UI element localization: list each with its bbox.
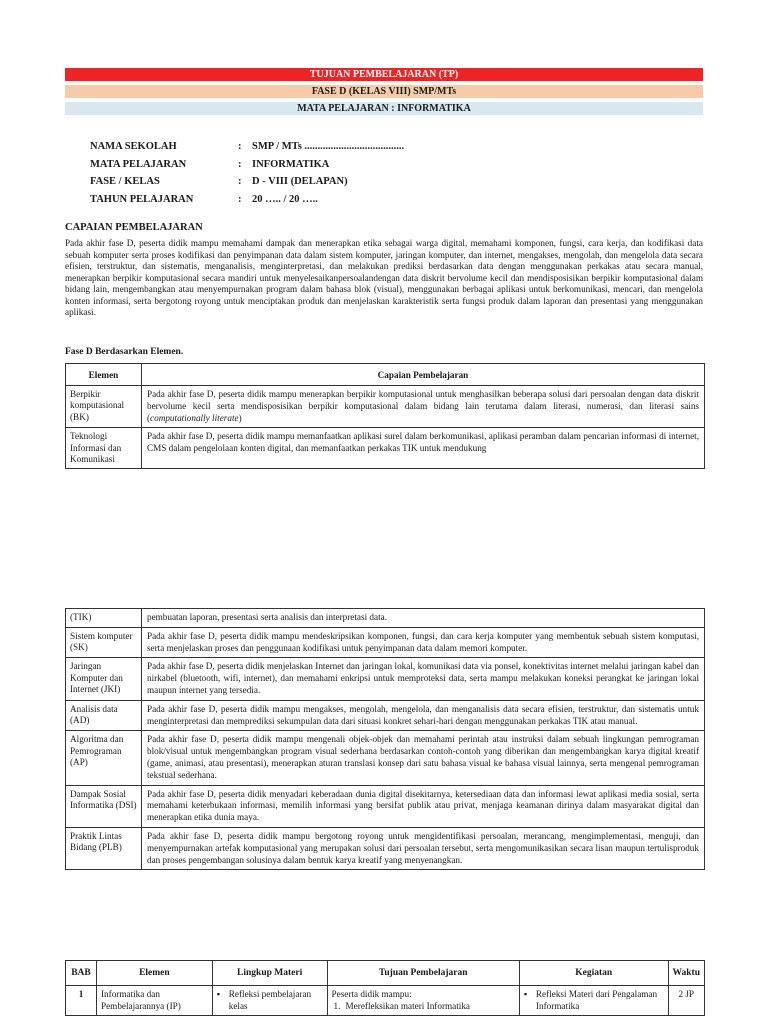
capaian-cell: Pada akhir fase D, peserta didik mampu mengakses, mengolah, mengelola, dan menganalisis data secara efisien, terstruktur, dan sistematis untuk menginterpretasi dan memprediksi sekumpulan data dari situasi konkret sehari-hari dengan menggunakan perkakas TIK atau manual. [141,700,704,731]
elemen-cell: Teknologi Informasi dan Komunikasi [66,428,142,469]
capaian-cell: Pada akhir fase D, peserta didik menjelaskan Internet dan jaringan lokal, komunikasi data via ponsel, konektivitas internet melalui jaringan kabel dan nirkabel (bluetooth, wifi, internet), dan memahami enkripsi untuk memproteksi data, serta mampu melakukan koneksi perangkat ke jaringan lokal maupun internet yang tersedia. [141,658,704,700]
bab-cell: 1 [66,986,97,1016]
table-header-row [66,961,705,986]
table-row [66,827,705,869]
list-item [524,989,664,1012]
capaian-cell: Pada akhir fase D, peserta didik menyadari keberadaan dunia digital disekitarnya, ketersediaan data dan informasi lewat aplikasi media sosial, serta memahami keterbukaan informasi, memilih informasi yang bersifat publik atau privat, menjaga keamanan dirinya dalam masyarakat digital dan menerapkan etika dunia maya. [141,785,704,827]
identity-label: NAMA SEKOLAH [90,141,177,152]
list-item [332,1001,515,1013]
column-header-capaian: Capaian Pembelajaran [141,364,704,386]
identity-label: FASE / KELAS [90,176,160,187]
bullet-icon: ▪ [523,989,528,999]
identity-value: SMP / MTs ...................................... [252,141,405,152]
kegiatan-cell [519,986,668,1016]
capaian-text: Pada akhir fase D, peserta didik mampu menerapkan berpikir komputasional untuk menghasilkan beberapa solusi dari persoalan dengan data diskrit bervolume kecil serta mendisposisikan berpikir komputasional dalam bidang lain terutama dalam literasi, numerasi, dan literasi sains ( [146,389,699,423]
identity-row-subject [90,156,492,174]
table-row [66,609,705,628]
table-row [66,627,705,658]
capaian-cell: Pada akhir fase D, peserta didik mampu mendeskripsikan komponen, fungsi, dan cara kerja komputer yang membentuk sebuah sistem komputasi, serta menjelaskan proses dan penggunaan kodifikasi untuk penyimpanan data dalam memori komputer. [141,627,704,658]
capaian-cell: pembuatan laporan, presentasi serta analisis dan interpretasi data. [141,609,704,628]
identity-colon: : [238,141,242,152]
tujuan-item-text: Merefleksikan materi Informatika [345,1000,471,1011]
subject-band: MATA PELAJARAN : INFORMATIKA [65,102,703,115]
elemen-cell: Analisis data (AD) [66,700,142,731]
identity-label: TAHUN PELAJARAN [90,193,194,205]
elemen-cell: Dampak Sosial Informatika (DSI) [66,785,142,827]
capaian-cell: Pada akhir fase D, peserta didik mampu memanfaatkan aplikasi surel dalam berkomunikasi, aplikasi peramban dalam pencarian informasi di internet, CMS dalam pengelolaan konten digital, dan memanfaatkan perkakas TIK untuk mendukung [141,428,704,469]
elemen-cell: Berpikir komputasional (BK) [66,386,142,428]
table-row [66,386,705,428]
identity-value: 20 ….. / 20 ….. [252,193,318,205]
elemen-cell: Informatika dan Pembelajarannya (IP) [96,986,212,1016]
identity-value: D - VIII (DELAPAN) [252,176,348,187]
identity-row-phase [90,173,492,191]
identity-colon: : [238,193,242,205]
capaian-cell: Pada akhir fase D, peserta didik mampu mengenali objek-objek dan memahami perintah atau instruksi dalam sebuah lingkungan pemrograman blok/visual untuk mengembangkan program visual sederhana berdasarkan contoh-contoh yang diberikan dan mengembangkan karya digital kreatif (game, animasi, atau presentasi), menerapkan aturan translasi konsep dari satu bahasa visual ke bahasa visual lainnya, serta mengenal pemrograman tekstual sederhana. [141,731,704,785]
elemen-cell: Sistem komputer (SK) [66,627,142,658]
identity-colon: : [238,176,242,187]
column-header-lingkup: Lingkup Materi [212,961,327,986]
table-row [66,700,705,731]
capaian-paragraph: Pada akhir fase D, peserta didik mampu memahami dampak dan menerapkan etika sebagai warga digital, memahami komponen, fungsi, cara kerja, dan kodifikasi data sebuah komputer serta proses kodifikasi dan penyimpanan data dalam sistem komputer, jaringan komputer, dan internet, mengakses, mengolah, dan mengelola data secara efisien, terstruktur, dan sistematis, menganalisis, menginterpretasi, dan melakukan prediksi berdasarkan data dengan menggunakan perkakas atau secara manual, menerapkan berpikir komputasional secara mandiri untuk menyelesaikanpersoalandengan data diskrit bervolume kecil dan mendisposisikan berpikir komputasional dalam bidang lain, mengembangkan atau menyempurnakan program dalam bahasa blok (visual), menggunakan berbagai aplikasi untuk berkomunikasi, mencari, dan mengelola konten informasi, serta bergotong royong untuk menciptakan produk dan menjelaskan karakteristik serta fungsi produk dalam laporan dan presentasi yang menggunakan aplikasi. [65,238,703,318]
tp-title-band: TUJUAN PEMBELAJARAN (TP) [65,68,703,81]
identity-colon: : [238,158,242,170]
capaian-text-end: ) [238,412,242,423]
table-header-row [66,364,705,386]
capaian-italic-text: computationally literate [150,412,239,423]
identity-row-school [90,138,492,156]
tujuan-pembelajaran-table [65,960,705,1016]
elemen-cell: Algoritma dan Pemrograman (AP) [66,731,142,785]
elemen-cell: Praktik Lintas Bidang (PLB) [66,827,142,869]
fase-elemen-title: Fase D Berdasarkan Elemen. [65,347,184,357]
lingkup-cell [212,986,327,1016]
tujuan-intro: Peserta didik mampu: [331,989,412,999]
identity-block [90,138,492,208]
identity-label: MATA PELAJARAN [90,158,187,170]
column-header-waktu: Waktu [668,961,705,986]
table-row [66,428,705,469]
bullet-icon: ▪ [216,989,221,999]
column-header-kegiatan: Kegiatan [519,961,668,986]
list-item [217,989,323,1012]
elemen-cell: (TIK) [66,609,142,628]
column-header-elemen: Elemen [96,961,212,986]
table-row [66,986,705,1016]
identity-value: INFORMATIKA [252,158,330,170]
elemen-table-page1 [65,363,705,469]
phase-band: FASE D (KELAS VIII) SMP/MTs [65,85,703,98]
table-row [66,731,705,785]
waktu-cell: 2 JP [668,986,705,1016]
column-header-tujuan: Tujuan Pembelajaran [327,961,519,986]
table-row [66,785,705,827]
column-header-bab: BAB [66,961,97,986]
tujuan-cell [327,986,519,1016]
capaian-cell: Pada akhir fase D, peserta didik mampu bergotong royong untuk mengidentifikasi persoalan, merancang, mengimplementasi, menguji, dan menyempurnakan artefak komputasional yang merupakan solusi dari persoalan tersebut, serta mengomunikasikan secara lisan maupun tertulisproduk dan proses pengembangan solusinya dalam bentuk karya kreatif yang menyenangkan. [141,827,704,869]
capaian-title: CAPAIAN PEMBELAJARAN [65,222,203,233]
column-header-elemen: Elemen [66,364,142,386]
lingkup-text: Refleksi pembelajaran kelas [228,989,312,1011]
capaian-cell [141,386,704,428]
list-number: 1. [333,1000,341,1011]
identity-row-year [90,191,492,209]
kegiatan-text: Refleksi Materi dari Pengalaman Informatika [535,989,658,1011]
elemen-cell: Jaringan Komputer dan Internet (JKI) [66,658,142,700]
elemen-table-page2 [65,608,705,870]
table-row [66,658,705,700]
